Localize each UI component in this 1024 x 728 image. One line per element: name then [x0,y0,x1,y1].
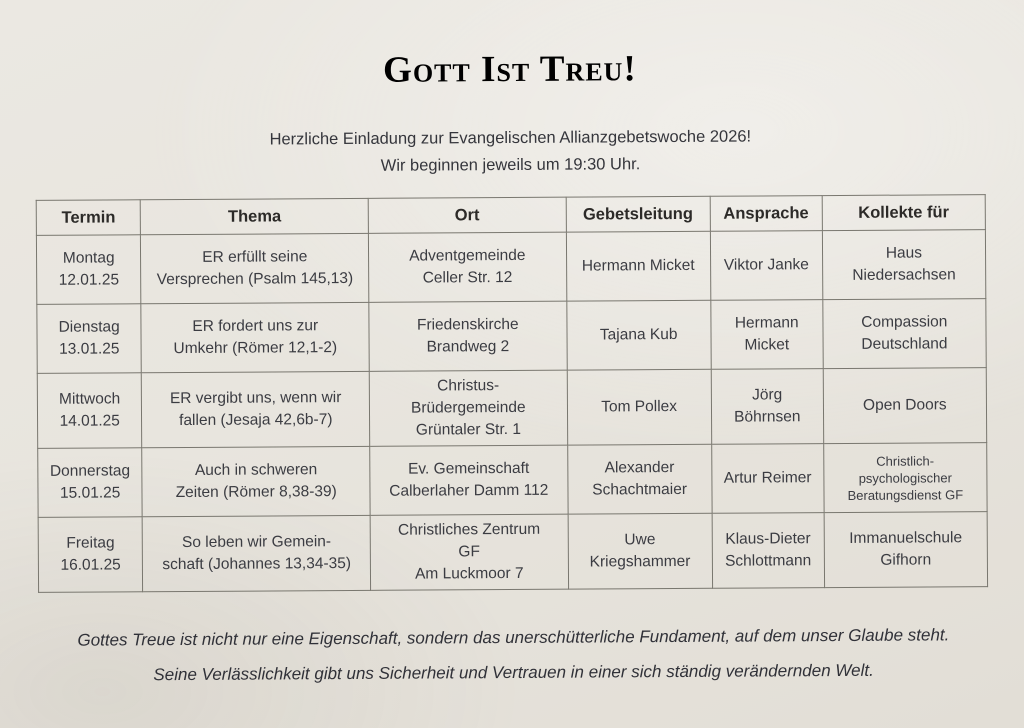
cell-termin: Freitag 16.01.25 [38,517,143,593]
cell-termin: Dienstag 13.01.25 [37,304,142,374]
schedule-table [36,194,988,593]
cell-kollekte: Open Doors [823,368,987,444]
cell-ansprache: Hermann Micket [711,300,823,370]
header-row [36,195,985,236]
cell-kollekte: Immanuelschule Gifhorn [824,512,988,588]
column-header-ansprache: Ansprache [710,196,822,232]
cell-ort: Christus- Brüdergemeinde Grüntaler Str. 1 [369,370,567,446]
cell-gebetsleitung: Hermann Micket [566,231,711,301]
cell-kollekte: Christlich- psychologischer Beratungsdienst GF [823,443,987,513]
cell-ort: Ev. Gemeinschaft Calberlaher Damm 112 [370,445,568,515]
column-header-termin: Termin [36,200,141,236]
flyer-sheet [0,45,1024,728]
cell-termin: Donnerstag 15.01.25 [38,448,143,518]
cell-kollekte: Haus Niedersachsen [822,230,986,300]
column-header-kollekte: Kollekte für [822,195,985,231]
footer-line-1: Gottes Treue ist nicht nur eine Eigenschaft, sondern das unerschütterliche Fundament, auf dem unser Glaube steht. [77,625,950,650]
table-row-dienstag [37,299,986,374]
cell-thema: ER erfüllt seine Versprechen (Psalm 145,13) [141,233,369,303]
cell-thema: ER fordert uns zur Umkehr (Römer 12,1-2) [141,302,369,372]
table-row-freitag [38,512,987,593]
cell-ort: Christliches Zentrum GF Am Luckmoor 7 [370,514,568,590]
cell-termin: Mittwoch 14.01.25 [37,373,142,449]
cell-termin: Montag 12.01.25 [36,235,141,305]
cell-thema: Auch in schweren Zeiten (Römer 8,38-39) [142,446,370,516]
footer-line-2: Seine Verlässlichkeit gibt uns Sicherheit und Vertrauen in einer sich ständig verändernden Welt. [153,660,874,685]
cell-gebetsleitung: Tajana Kub [566,300,711,370]
cell-gebetsleitung: Uwe Kriegshammer [568,513,713,589]
table-row-mittwoch [37,368,986,449]
cell-ort: Friedenskirche Brandweg 2 [369,301,567,371]
cell-ort: Adventgemeinde Celler Str. 12 [369,232,567,302]
cell-thema: So leben wir Gemein- schaft (Johannes 13,34-35) [143,515,371,591]
cell-gebetsleitung: Alexander Schachtmaier [567,444,712,514]
cell-kollekte: Compassion Deutschland [823,299,987,369]
cell-ansprache: Artur Reimer [711,444,823,514]
cell-thema: ER vergibt uns, wenn wir fallen (Jesaja 42,6b-7) [142,371,370,447]
invitation-line-2: Wir beginnen jeweils um 19:30 Uhr. [380,155,641,175]
invitation-text [0,122,1023,182]
table-row-montag [36,230,985,305]
cell-ansprache: Jörg Böhrnsen [711,369,823,445]
table-row-donnerstag [38,443,987,518]
cell-gebetsleitung: Tom Pollex [567,369,712,445]
column-header-ort: Ort [368,197,566,233]
cell-ansprache: Viktor Janke [710,231,822,301]
cell-ansprache: Klaus-Dieter Schlottmann [712,513,824,589]
footer-quote [1,625,1024,686]
invitation-line-1: Herzliche Einladung zur Evangelischen Allianzgebetswoche 2026! [269,127,752,149]
column-header-thema: Thema [141,198,369,234]
page-title: Gott Ist Treu! [382,48,637,91]
column-header-gebetsleitung: Gebetsleitung [566,196,710,232]
